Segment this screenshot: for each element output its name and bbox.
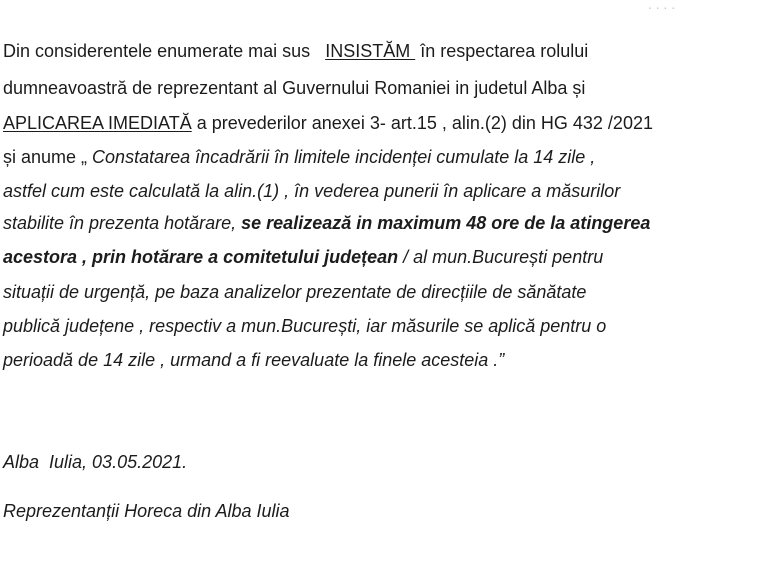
deadline-bold-text: se realizează in maximum 48 ore de la atingerea (241, 213, 651, 233)
paragraph-line-6 (3, 212, 650, 234)
paragraph-line-8: situații de urgență, pe baza analizelor prezentate de direcțiile de sănătate (3, 282, 587, 302)
line-1-intro: Din considerentele enumerate mai sus (3, 41, 316, 61)
line-4-intro: și anume „ (3, 147, 93, 167)
quote-start: Constatarea încadrării în limitele incidenței cumulate la 14 zile , (92, 147, 596, 167)
line-1-rest: în respectarea rolului (415, 41, 589, 61)
paragraph-line-5: astfel cum este calculată la alin.(1) , în vederea punerii în aplicare a măsurilor (3, 181, 621, 201)
paragraph-line-4 (3, 146, 595, 168)
committee-bold-text: acestora , prin hotărare a comitetului județean (3, 247, 399, 267)
paragraph-line-2: dumneavoastră de reprezentant al Guvernului Romaniei in judetul Alba și (3, 78, 586, 98)
paragraph-line-7 (3, 246, 603, 268)
aplicarea-imediata-emphasis: APLICAREA IMEDIATĂ (3, 113, 192, 133)
insistam-emphasis: INSISTĂM (325, 41, 416, 61)
line-7-rest: / al mun.București pentru (398, 247, 604, 267)
line-1-gap (315, 41, 325, 61)
paragraph-line-1 (3, 40, 588, 62)
line-6-intro: stabilite în prezenta hotărare, (3, 213, 242, 233)
place-and-date: Alba Iulia, 03.05.2021. (3, 452, 188, 472)
paragraph-line-10: perioadă de 14 zile , urmand a fi reevaluate la finele acesteia .” (3, 350, 505, 370)
paragraph-line-3 (3, 112, 653, 134)
line-3-rest: a prevederilor anexei 3- art.15 , alin.(2) din HG 432 /2021 (191, 113, 653, 133)
cropped-text-remnant: ∙ ∙ ∙ ∙ (648, 0, 676, 15)
paragraph-line-9: publică județene , respectiv a mun.București, iar măsurile se aplică pentru o (3, 316, 607, 336)
signature-line: Reprezentanții Horeca din Alba Iulia (3, 501, 290, 521)
